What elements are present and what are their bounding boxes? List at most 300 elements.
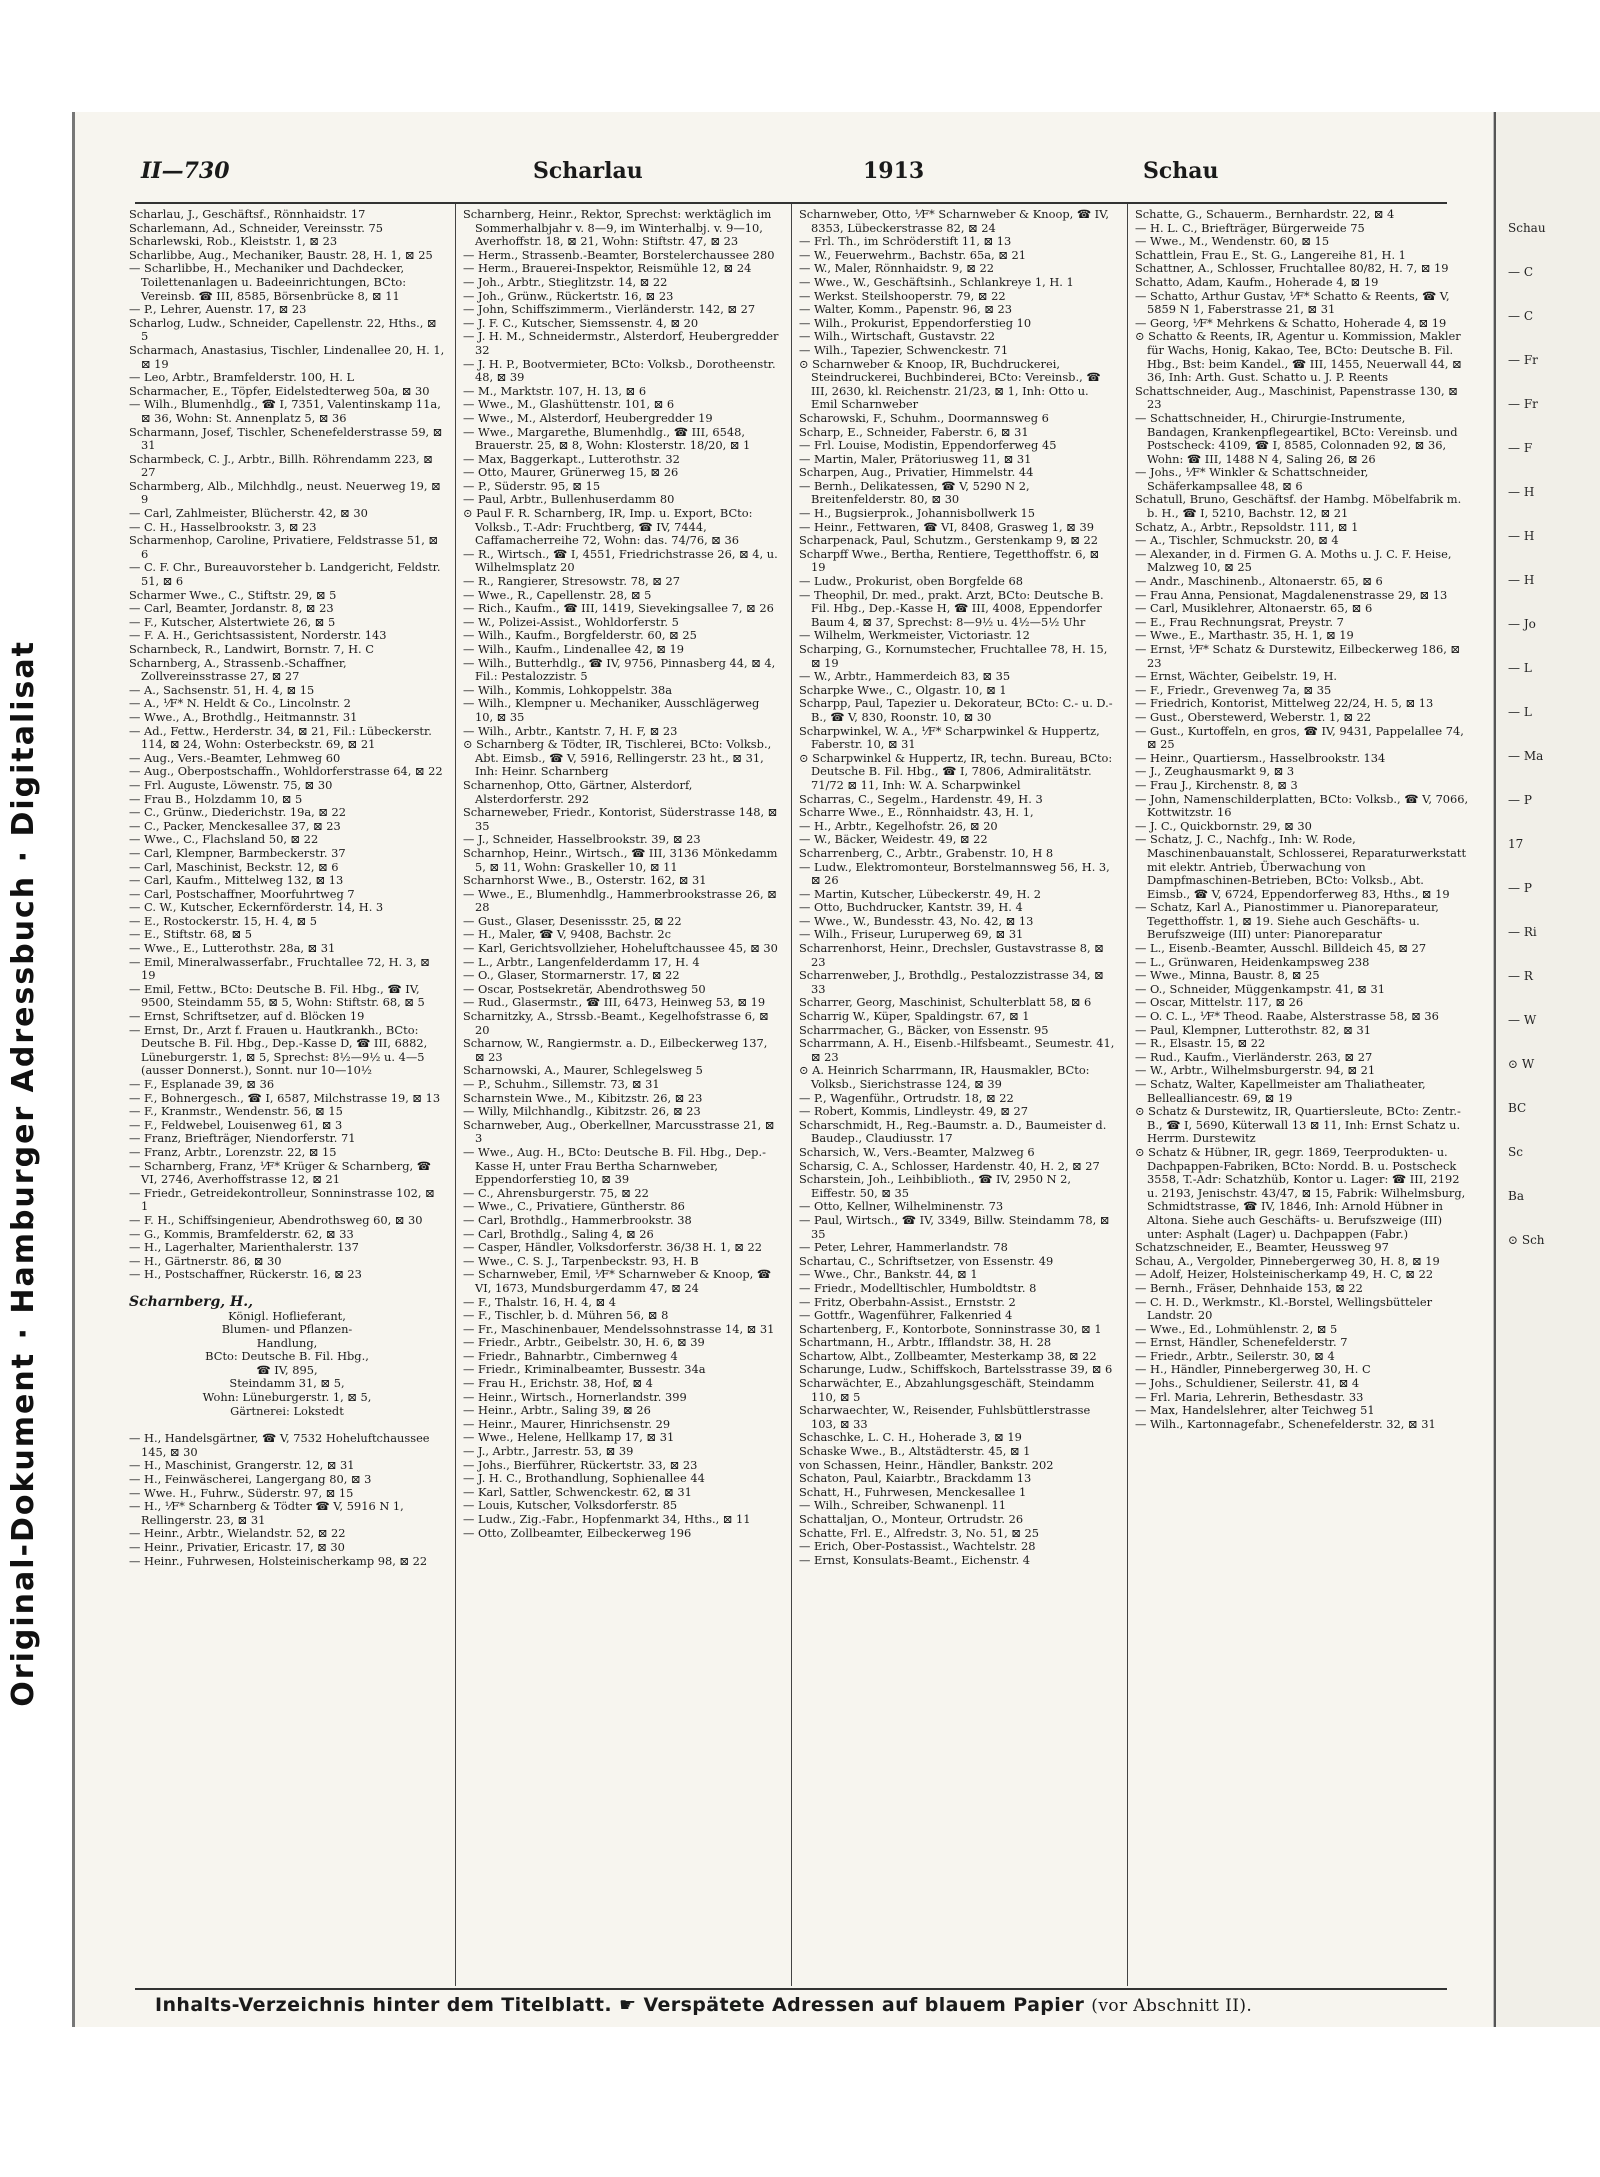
directory-entry: — Ludw., Prokurist, oben Borgfelde 68: [799, 574, 1023, 589]
directory-entry: — Herm., Strassenb.-Beamter, Borstelerchaussee 280: [463, 247, 775, 262]
directory-entry: — Carl, Klempner, Barmbeckerstr. 37: [129, 845, 346, 860]
directory-entry: Scharsig, C. A., Schlosser, Hardenstr. 40, H. 2, ⊠ 27: [799, 1158, 1100, 1173]
directory-entry: — Frau J., Kirchenstr. 8, ⊠ 3: [1135, 777, 1298, 792]
next-page-fragment: — L: [1508, 661, 1532, 675]
column-4: [1135, 208, 1469, 1986]
next-page-fragment: — H: [1508, 529, 1535, 543]
next-page-fragment: — F: [1508, 441, 1533, 455]
directory-entry: — J. C., Quickbornstr. 29, ⊠ 30: [1135, 818, 1312, 833]
directory-entry: Scharrmann, A. H., Eisenb.-Hilfsbeamt., Seumestr. 41, ⊠ 23: [799, 1036, 1115, 1064]
next-page-fragment: — P: [1508, 881, 1532, 895]
directory-entry: — Max, Baggerkapt., Lutterothstr. 32: [463, 451, 680, 466]
directory-entry: — F., Tischler, b. d. Mühren 56, ⊠ 8: [463, 1308, 669, 1323]
directory-entry: — Schatz, Karl A., Pianostimmer u. Pianoreparateur, Tegetthoffstr. 1, ⊠ 19. Siehe auch Geschäfts- u. Berufszweige (III) unter: Pianoreparatur: [1135, 900, 1439, 942]
next-page-fragment: 17: [1508, 837, 1524, 851]
directory-entry: — Oscar, Postsekretär, Abendrothsweg 50: [463, 981, 706, 996]
directory-entry: — F., Kranmstr., Wendenstr. 56, ⊠ 15: [129, 1104, 343, 1119]
directory-entry: — Franz, Briefträger, Niendorferstr. 71: [129, 1131, 356, 1146]
directory-entry: — Carl, Postschaffner, Moorfuhrtweg 7: [129, 886, 355, 901]
directory-entry: — P., Schuhm., Sillemstr. 73, ⊠ 31: [463, 1077, 660, 1091]
directory-entry: — Frl. Maria, Lehrerin, Bethesdastr. 33: [1135, 1389, 1364, 1404]
footer-text: Inhalts-Verzeichnis hinter dem Titelblatt.: [155, 1994, 612, 2016]
directory-entry: — Wwe., Chr., Bankstr. 44, ⊠ 1: [799, 1267, 978, 1282]
directory-entry: — F., Kutscher, Alstertwiete 26, ⊠ 5: [129, 614, 336, 629]
directory-entry: — Carl, Musiklehrer, Altonaerstr. 65, ⊠ 6: [1135, 601, 1373, 616]
directory-entry: Scharrenberg, C., Arbtr., Grabenstr. 10, H 8: [799, 845, 1054, 860]
directory-entry: Scharsich, W., Vers.-Beamter, Malzweg 6: [799, 1144, 1035, 1159]
directory-entry: — Scharlibbe, H., Mechaniker und Dachdecker, Toilettenanlagen u. Badeeinrichtungen, BCto: Vereinsb. ☎ III, 8585, Börsenbrücke 8, ⊠ 11: [129, 261, 407, 303]
directory-entry: — Andr., Maschinenb., Altonaerstr. 65, ⊠ 6: [1135, 574, 1383, 589]
column-1: [129, 208, 445, 1986]
directory-entry: — J., Schneider, Hasselbrookstr. 39, ⊠ 23: [463, 832, 701, 847]
directory-entry: — Scharnweber, Emil, ⅟F* Scharnweber & Knoop, ☎ VI, 1673, Mundsburgerdamm 47, ⊠ 24: [463, 1267, 772, 1295]
directory-entry: — Johs., ⅟F* Winkler & Schattschneider, Schäferkampsallee 48, ⊠ 6: [1135, 465, 1369, 493]
directory-entry: Scharnweber, Otto, ⅟F* Scharnweber & Knoop, ☎ IV, 8353, Lübeckerstrasse 82, ⊠ 24: [799, 208, 1110, 235]
directory-entry: Scharneweber, Friedr., Kontorist, Süderstrasse 148, ⊠ 35: [463, 805, 778, 833]
directory-entry: — J. H. M., Schneidermstr., Alsterdorf, Heubergredder 32: [463, 329, 779, 357]
directory-entry: — Emil, Mineralwasserfabr., Fruchtallee 72, H. 3, ⊠ 19: [129, 954, 430, 983]
directory-entry: — Wwe., C. S. J., Tarpenbeckstr. 93, H. B: [463, 1253, 699, 1268]
next-page-fragment: — W: [1508, 1013, 1537, 1027]
directory-entry: ⊙ Schatto & Reents, IR, Agentur u. Kommission, Makler für Wachs, Honig, Kakao, Tee, BCto: Deutsche B. Fil. Hbg., Bst: beim Kandel., ☎ III, 1455, Neuerwall 44, ⊠ 36, Inh: Arth. Gust. Schatto u. J. P. Reents: [1135, 329, 1462, 385]
page-header: [103, 158, 1465, 194]
directory-entry: — F., Bohnergesch., ☎ I, 6587, Milchstrasse 19, ⊠ 13: [129, 1090, 441, 1105]
directory-entry: Schatull, Bruno, Geschäftsf. der Hambg. Möbelfabrik m. b. H., ☎ I, 5210, Bachstr. 12, ⊠ 21: [1135, 492, 1462, 521]
directory-entry: — Leo, Arbtr., Bramfelderstr. 100, H. L: [129, 370, 355, 385]
directory-entry: — Wilhelm, Werkmeister, Victoriastr. 12: [799, 628, 1030, 643]
directory-entry: — W., Arbtr., Wilhelmsburgerstr. 94, ⊠ 21: [1135, 1063, 1376, 1078]
directory-entry: — H., Arbtr., Kegelhofstr. 26, ⊠ 20: [799, 818, 998, 833]
header-first-word: Scharlau: [533, 158, 643, 184]
directory-entry: — Karl, Sattler, Schwenckestr. 62, ⊠ 31: [463, 1484, 692, 1499]
directory-entry: — H., Maschinist, Grangerstr. 12, ⊠ 31: [129, 1458, 355, 1473]
directory-entry: — W., Feuerwehrm., Bachstr. 65a, ⊠ 21: [799, 247, 1026, 262]
directory-entry: — Oscar, Mittelstr. 117, ⊠ 26: [1135, 995, 1304, 1010]
boxed-entry-line: Steindamm 31, ⊠ 5,: [229, 1376, 345, 1391]
directory-entry: — Schatto, Arthur Gustav, ⅟F* Schatto & Reents, ☎ V, 5859 N 1, Faberstrasse 21, ⊠ 31: [1135, 288, 1450, 317]
directory-entry: Schartau, C., Schriftsetzer, von Essenstr. 49: [799, 1253, 1054, 1268]
directory-entry: — Otto, Kellner, Wilhelminenstr. 73: [799, 1199, 1004, 1214]
next-page-fragment: — R: [1508, 969, 1533, 983]
directory-entry: Schartmann, H., Arbtr., Ifflandstr. 38, H. 28: [799, 1335, 1052, 1350]
directory-entry: — Martin, Maler, Prätoriusweg 11, ⊠ 31: [799, 451, 1032, 466]
directory-entry: — Gust., Kurtoffeln, en gros, ☎ IV, 9431, Pappelallee 74, ⊠ 25: [1135, 723, 1464, 752]
directory-entry: — Heinr., Privatier, Ericastr. 17, ⊠ 30: [129, 1540, 345, 1554]
next-page-fragment: — H: [1508, 485, 1535, 499]
directory-entry: — Wwe., M., Wendenstr. 60, ⊠ 15: [1135, 234, 1330, 249]
directory-entry: — Fr., Maschinenbauer, Mendelssohnstrasse 14, ⊠ 31: [463, 1321, 775, 1336]
directory-entry: Schatt, H., Fuhrwesen, Menckesallee 1: [799, 1484, 1027, 1499]
directory-entry: Schaton, Paul, Kaiarbtr., Brackdamm 13: [799, 1471, 1032, 1486]
directory-entry: — Karl, Gerichtsvollzieher, Hoheluftchaussee 45, ⊠ 30: [463, 941, 778, 956]
directory-entry: Scharre Wwe., E., Rönnhaidstr. 43, H. 1,: [799, 805, 1034, 820]
directory-entry: — Wilh., Kaufm., Lindenallee 42, ⊠ 19: [463, 642, 685, 656]
directory-entry: — F., Esplanade 39, ⊠ 36: [129, 1077, 275, 1091]
next-page-fragment: BC: [1508, 1101, 1527, 1115]
directory-entry: — Wwe., C., Privatiere, Güntherstr. 86: [463, 1199, 685, 1214]
directory-entry: — Aug., Oberpostschaffn., Wohldorferstrasse 64, ⊠ 22: [129, 764, 443, 779]
directory-entry: — Frau Anna, Pensionat, Magdalenenstrasse 29, ⊠ 13: [1135, 587, 1448, 602]
directory-entry: — Paul, Klempner, Lutterothstr. 82, ⊠ 31: [1135, 1022, 1371, 1037]
directory-entry: — Wwe., Helene, Hellkamp 17, ⊠ 31: [463, 1430, 675, 1445]
directory-entry: — Friedr., Getreidekontrolleur, Sonninstrasse 102, ⊠ 1: [129, 1185, 435, 1214]
next-page-fragment: — H: [1508, 573, 1535, 587]
directory-entry: — Ernst, Konsulats-Beamt., Eichenstr. 4: [799, 1552, 1031, 1567]
directory-entry: — Wilh., Arbtr., Kantstr. 7, H. F, ⊠ 23: [463, 723, 678, 738]
directory-entry: — Wilh., Prokurist, Eppendorferstieg 10: [799, 315, 1032, 330]
directory-entry: ⊙ A. Heinrich Scharrmann, IR, Hausmakler, BCto: Volksb., Sierichstrasse 124, ⊠ 39: [799, 1063, 1090, 1091]
directory-entry: — L., Eisenb.-Beamter, Ausschl. Billdeich 45, ⊠ 27: [1135, 941, 1427, 956]
directory-entry: — L., Grünwaren, Heidenkampsweg 238: [1135, 954, 1370, 969]
directory-entry: Scharmer Wwe., C., Stiftstr. 29, ⊠ 5: [129, 587, 337, 602]
directory-entry: Scharnstein Wwe., M., Kibitzstr. 26, ⊠ 23: [463, 1090, 703, 1105]
directory-entry: — W., Bäcker, Weidestr. 49, ⊠ 22: [799, 832, 988, 847]
directory-entry: — Scharnberg, Franz, ⅟F* Krüger & Scharnberg, ☎ VI, 2746, Averhoffstrasse 12, ⊠ 21: [129, 1158, 431, 1187]
directory-entry: — J. H. P., Bootvermieter, BCto: Volksb., Dorotheenstr. 48, ⊠ 39: [463, 356, 776, 385]
directory-entry: Schatz, A., Arbtr., Repsoldstr. 111, ⊠ 1: [1135, 519, 1359, 534]
directory-entry: — H., ⅟F* Scharnberg & Tödter ☎ V, 5916 N 1, Rellingerstr. 23, ⊠ 31: [129, 1499, 404, 1527]
directory-entry: ⊙ Scharnberg & Tödter, IR, Tischlerei, BCto: Volksb., Abt. Eimsb., ☎ V, 5916, Rellingerstr. 23 ht., ⊠ 31, Inh: Heinr. Scharnberg: [463, 737, 772, 779]
next-page-edge: [1494, 112, 1600, 2027]
directory-entry: — R., Elsastr. 15, ⊠ 22: [1135, 1036, 1266, 1051]
directory-entry: Scharnowski, A., Maurer, Schlegelsweg 5: [463, 1063, 703, 1078]
directory-entry: — C. H. D., Werkmstr., Kl.-Borstel, Wellingsbütteler Landstr. 20: [1135, 1294, 1433, 1323]
directory-entry: — R., Rangierer, Stresowstr. 78, ⊠ 27: [463, 574, 680, 589]
directory-entry: — Frau H., Erichstr. 38, Hof, ⊠ 4: [463, 1376, 653, 1391]
directory-entry: Schatzschneider, E., Beamter, Heussweg 97: [1135, 1240, 1389, 1255]
directory-entry: — Carl, Zahlmeister, Blücherstr. 42, ⊠ 30: [129, 506, 368, 521]
directory-entry: Scharnhop, Heinr., Wirtsch., ☎ III, 3136 Mönkedamm 5, ⊠ 11, Wohn: Graskeller 10, ⊠ 11: [463, 845, 778, 874]
directory-entry: ⊙ Scharpwinkel & Huppertz, IR, techn. Bureau, BCto: Deutsche B. Fil. Hbg., ☎ I, 7806, Admiralitätstr. 71/72 ⊠ 11, Inh: W. A. Scharpwinkel: [799, 750, 1113, 792]
directory-entry: — J., Zeughausmarkt 9, ⊠ 3: [1135, 764, 1295, 779]
directory-entry: — Theophil, Dr. med., prakt. Arzt, BCto: Deutsche B. Fil. Hbg., Dep.-Kasse H, ☎ III, 4008, Eppendorfer Baum 4, ⊠ 37, Sprechst: 8—9½ u. 4½—5½ Uhr: [799, 587, 1104, 629]
column-divider: [1127, 204, 1128, 1986]
directory-entry: — E., Frau Rechnungsrat, Preystr. 7: [1135, 614, 1344, 629]
directory-entry: — Wilh., Wirtschaft, Gustavstr. 22: [799, 329, 995, 344]
directory-entry: — Heinr., Quartiersm., Hasselbrookstr. 134: [1135, 750, 1386, 765]
directory-entry: Scharmbeck, C. J., Arbtr., Billh. Röhrendamm 223, ⊠ 27: [129, 451, 433, 480]
directory-entry: Scharnenhop, Otto, Gärtner, Alsterdorf, Alsterdorferstr. 292: [463, 777, 693, 806]
directory-entry: Scharlemann, Ad., Schneider, Vereinsstr. 75: [129, 220, 384, 235]
directory-entry: — P., Lehrer, Auenstr. 17, ⊠ 23: [129, 302, 307, 317]
directory-entry: Scharschmidt, H., Reg.-Baumstr. a. D., Baumeister d. Baudep., Claudiusstr. 17: [799, 1117, 1107, 1146]
directory-entry: — Wilh., Friseur, Luruperweg 69, ⊠ 31: [799, 927, 1024, 942]
directory-entry: — Ernst, Dr., Arzt f. Frauen u. Hautkrankh., BCto: Deutsche B. Fil. Hbg., Dep.-Kasse D, ☎ III, 6882, Lüneburgerstr. 1, ⊠ 5, Sprechst: 8½—9½ u. 4—5 (ausser Donnerst.), Sonnt. nur 10—10½: [129, 1022, 428, 1078]
directory-entry: — Paul, Arbtr., Bullenhuserdamm 80: [463, 492, 675, 507]
directory-entry: Scharp, E., Schneider, Faberstr. 6, ⊠ 31: [799, 424, 1029, 439]
directory-entry: — Johs., Schuldiener, Seilerstr. 41, ⊠ 4: [1135, 1376, 1360, 1391]
directory-entry: — Frl. Louise, Modistin, Eppendorferweg 45: [799, 438, 1057, 453]
directory-entry: Scharpp, Paul, Tapezier u. Dekorateur, BCto: C.- u. D.-B., ☎ V, 830, Roonstr. 10, ⊠ 30: [799, 696, 1113, 724]
directory-entry: — Ludw., Elektromonteur, Borstelmannsweg 56, H. 3, ⊠ 26: [799, 859, 1110, 888]
directory-entry: — Rud., Kaufm., Vierländerstr. 263, ⊠ 27: [1135, 1049, 1373, 1064]
directory-entry: — Wwe., Ed., Lohmühlenstr. 2, ⊠ 5: [1135, 1321, 1338, 1336]
directory-entry: — Casper, Händler, Volksdorferstr. 36/38 H. 1, ⊠ 22: [463, 1240, 763, 1255]
directory-entry: — Wwe., M., Glashüttenstr. 101, ⊠ 6: [463, 397, 675, 412]
footer-rule: [135, 1988, 1447, 1990]
directory-entry: — Friedr., Kriminalbeamter, Bussestr. 34a: [463, 1362, 706, 1377]
directory-entry: — A., ⅟F* N. Heldt & Co., Lincolnstr. 2: [129, 696, 351, 711]
directory-entry: — John, Schiffszimmerm., Vierländerstr. 142, ⊠ 27: [463, 302, 756, 317]
directory-entry: Scharnberg, Heinr., Rektor, Sprechst: werktäglich im Sommerhalbjahr v. 8—9, im Winterhalbj. v. 9—10, Averhoffstr. 18, ⊠ 21, Wohn: Stiftstr. 47, ⊠ 23: [463, 208, 772, 249]
directory-entry: Scharmacher, E., Töpfer, Eidelstedterweg 50a, ⊠ 30: [129, 383, 430, 398]
directory-entry: — Carl, Maschinist, Beckstr. 12, ⊠ 6: [129, 859, 339, 874]
directory-entry: — Frau B., Holzdamm 10, ⊠ 5: [129, 791, 303, 806]
directory-entry: — Heinr., Arbtr., Saling 39, ⊠ 26: [463, 1403, 651, 1418]
page-number: II—730: [141, 158, 230, 184]
directory-entry: — E., Rostockerstr. 15, H. 4, ⊠ 5: [129, 913, 318, 928]
directory-entry: — Wilh., Schreiber, Schwanenpl. 11: [799, 1498, 1006, 1513]
directory-entry: — Georg, ⅟F* Mehrkens & Schatto, Hoherade 4, ⊠ 19: [1135, 315, 1447, 330]
directory-entry: — C. H., Hasselbrookstr. 3, ⊠ 23: [129, 519, 317, 534]
directory-entry: — R., Wirtsch., ☎ I, 4551, Friedrichstrasse 26, ⊠ 4, u. Wilhelmsplatz 20: [463, 546, 778, 575]
directory-entry: — Walter, Komm., Papenstr. 96, ⊠ 23: [799, 302, 1013, 317]
directory-entry: — Otto, Maurer, Grünerweg 15, ⊠ 26: [463, 465, 679, 480]
directory-entry: von Schassen, Heinr., Händler, Bankstr. 202: [799, 1457, 1054, 1472]
directory-entry: Scharlewski, Rob., Kleiststr. 1, ⊠ 23: [129, 234, 338, 249]
column-divider: [455, 204, 456, 1986]
directory-entry: Scharowski, F., Schuhm., Doormannsweg 6: [799, 410, 1049, 425]
directory-entry: — Wwe., Margarethe, Blumenhdlg., ☎ III, 6548, Brauerstr. 25, ⊠ 8, Wohn: Klosterstr. 18/20, ⊠ 1: [463, 424, 751, 453]
directory-entry: — Heinr., Maurer, Hinrichsenstr. 29: [463, 1416, 671, 1431]
boxed-entry: [129, 1293, 445, 1418]
directory-entry: Scharwächter, E., Abzahlungsgeschäft, Steindamm 110, ⊠ 5: [799, 1376, 1095, 1404]
directory-entry: — Bernh., Delikatessen, ☎ V, 5290 N 2, Breitenfelderstr. 80, ⊠ 30: [799, 478, 1030, 507]
directory-entry: — F. H., Schiffsingenieur, Abendrothsweg 60, ⊠ 30: [129, 1212, 423, 1227]
directory-entry: — L., Arbtr., Langenfelderdamm 17, H. 4: [463, 954, 700, 969]
directory-entry: — Schatz, J. C., Nachfg., Inh: W. Rode, Maschinenbauanstalt, Schlosserei, Reparaturwerkstatt mit elektr. Antrieb, Überwachung von Dampfmaschinen-Betrieben, BCto: Volksb., Abt. Eimsb., ☎ V, 6724, Eppendorferweg 83, Hths., ⊠ 19: [1135, 832, 1467, 901]
directory-entry: — H., Feinwäscherei, Langergang 80, ⊠ 3: [129, 1472, 372, 1487]
next-page-fragment: — Fr: [1508, 397, 1538, 411]
directory-entry: — Otto, Buchdrucker, Kantstr. 39, H. 4: [799, 900, 1023, 915]
directory-entry: Scharmenhop, Caroline, Privatiere, Feldstrasse 51, ⊠ 6: [129, 533, 439, 561]
directory-entry: Schatte, G., Schauerm., Bernhardstr. 22, ⊠ 4: [1135, 208, 1395, 221]
header-last-word: Schau: [1143, 158, 1219, 184]
directory-entry: — H., Maler, ☎ V, 9408, Bachstr. 2c: [463, 927, 671, 942]
directory-entry: — G., Kommis, Bramfelderstr. 62, ⊠ 33: [129, 1226, 354, 1241]
directory-entry: — Carl, Brothdlg., Hammerbrookstr. 38: [463, 1212, 692, 1227]
directory-entry: Scharpen, Aug., Privatier, Himmelstr. 44: [799, 465, 1034, 480]
directory-entry: — Wwe., E., Marthastr. 35, H. 1, ⊠ 19: [1135, 628, 1354, 643]
directory-entry: — Wwe., W., Geschäftsinh., Schlankreye 1, H. 1: [799, 274, 1074, 289]
directory-entry: — H. L. C., Briefträger, Bürgerweide 75: [1135, 220, 1365, 235]
directory-entry: — Friedrich, Kontorist, Mittelweg 22/24, H. 5, ⊠ 13: [1135, 696, 1434, 711]
boxed-entry-line: BCto: Deutsche B. Fil. Hbg.,: [205, 1349, 369, 1364]
directory-entry: — Frl. Auguste, Löwenstr. 75, ⊠ 30: [129, 777, 333, 792]
directory-entry: ⊙ Paul F. R. Scharnberg, IR, Imp. u. Export, BCto: Volksb., T.-Adr: Fruchtberg, ☎ IV, 7444, Caffamacherreihe 72, Wohn: das. 74/76, ⊠ 36: [463, 506, 753, 548]
next-page-fragment: — Ri: [1508, 925, 1537, 939]
directory-entry: Scharping, G., Kornumstecher, Fruchtallee 78, H. 15, ⊠ 19: [799, 642, 1108, 670]
next-page-fragment: — Fr: [1508, 353, 1538, 367]
directory-entry: — Wwe., W., Bundesstr. 43, No. 42, ⊠ 13: [799, 913, 1034, 928]
directory-entry: — Wwe., Minna, Baustr. 8, ⊠ 25: [1135, 968, 1320, 983]
directory-entry: — A., Sachsenstr. 51, H. 4, ⊠ 15: [129, 682, 315, 697]
side-stamp-text: Original-Dokument · Hamburger Adressbuch · Digitalisat: [6, 640, 41, 1707]
directory-entry: — Rich., Kaufm., ☎ III, 1419, Sievekingsallee 7, ⊠ 26: [463, 601, 774, 616]
next-page-fragment: — Ma: [1508, 749, 1544, 763]
directory-entry: — Ernst, Wächter, Geibelstr. 19, H.: [1135, 669, 1338, 684]
directory-entry: Scharnitzky, A., Strssb.-Beamt., Kegelhofstrasse 6, ⊠ 20: [463, 1009, 769, 1037]
directory-entry: Schaske Wwe., B., Altstädterstr. 45, ⊠ 1: [799, 1444, 1031, 1459]
directory-entry: — Heinr., Fettwaren, ☎ VI, 8408, Grasweg 1, ⊠ 39: [799, 519, 1094, 534]
page-footer: [155, 1994, 1455, 2022]
boxed-entry-line: Blumen- und Pflanzen-: [221, 1322, 353, 1337]
directory-entry: — A., Tischler, Schmuckstr. 20, ⊠ 4: [1135, 533, 1339, 548]
directory-entry: Schattaljan, O., Monteur, Ortrudstr. 26: [799, 1512, 1024, 1526]
directory-entry: — Friedr., Arbtr., Seilerstr. 30, ⊠ 4: [1135, 1348, 1335, 1363]
directory-entry: — Martin, Kutscher, Lübeckerstr. 49, H. 2: [799, 886, 1042, 901]
directory-entry: — Wwe., R., Capellenstr. 28, ⊠ 5: [463, 587, 652, 602]
directory-entry: Schattschneider, Aug., Maschinist, Papenstrasse 130, ⊠ 23: [1135, 383, 1458, 412]
directory-entry: Schatte, Frl. E., Alfredstr. 3, No. 51, ⊠ 25: [799, 1525, 1040, 1540]
directory-page: [72, 112, 1494, 2027]
directory-entry: — Franz, Arbtr., Lorenzstr. 22, ⊠ 15: [129, 1144, 337, 1159]
directory-entry: Scharpff Wwe., Bertha, Rentiere, Tegetthoffstr. 6, ⊠ 19: [799, 546, 1100, 575]
next-page-fragment: — C: [1508, 309, 1533, 323]
directory-entry: — Wilh., Kommis, Lohkoppelstr. 38a: [463, 682, 673, 697]
directory-entry: — F., Feldwebel, Louisenweg 61, ⊠ 3: [129, 1117, 343, 1132]
footer-text-2: Verspätete Adressen auf blauem Papier: [643, 1994, 1085, 2016]
directory-entry: — Wilh., Tapezier, Schwenckestr. 71: [799, 342, 1009, 357]
directory-entry: — F., Friedr., Grevenweg 7a, ⊠ 35: [1135, 682, 1332, 697]
directory-entry: — Gottfr., Wagenführer, Falkenried 4: [799, 1308, 1013, 1323]
directory-entry: — O., Schneider, Müggenkampstr. 41, ⊠ 31: [1135, 981, 1385, 996]
directory-entry: — J. F. C., Kutscher, Siemssenstr. 4, ⊠ 20: [463, 315, 699, 330]
directory-entry: — Herm., Brauerei-Inspektor, Reismühle 12, ⊠ 24: [463, 261, 752, 276]
directory-entry: Scharlibbe, Aug., Mechaniker, Baustr. 28, H. 1, ⊠ 25: [129, 247, 433, 262]
directory-entry: Scharstein, Joh., Leihbiblioth., ☎ IV, 2950 N 2, Eiffestr. 50, ⊠ 35: [799, 1172, 1072, 1200]
directory-entry: — Heinr., Wirtsch., Hornerlandstr. 399: [463, 1389, 687, 1404]
directory-entry: — Max, Handelslehrer, alter Teichweg 51: [1135, 1403, 1375, 1418]
directory-entry: Scharmach, Anastasius, Tischler, Lindenallee 20, H. 1, ⊠ 19: [129, 342, 445, 371]
pointing-hand-icon: ☛: [619, 1994, 637, 2016]
next-page-fragment: ⊙ Sch: [1508, 1233, 1545, 1247]
directory-entry: — Ernst, ⅟F* Schatz & Durstewitz, Eilbeckerweg 186, ⊠ 23: [1135, 642, 1461, 670]
directory-entry: — Schattschneider, H., Chirurgie-Instrumente, Bandagen, Krankenpflegeartikel, BCto: Vereinsb. und Postscheck: 4109, ☎ I, 8585, Colonnaden 92, ⊠ 36, Wohn: ☎ III, 1488 N 4, Saling 26, ⊠ 26: [1135, 410, 1458, 466]
directory-entry: — P., Süderstr. 95, ⊠ 15: [463, 478, 601, 493]
directory-entry: — Fritz, Oberbahn-Assist., Ernststr. 2: [799, 1294, 1016, 1309]
directory-entry: Schartow, Albt., Zollbeamter, Mesterkamp 38, ⊠ 22: [799, 1348, 1097, 1363]
directory-entry: — Wwe. H., Fuhrw., Süderstr. 97, ⊠ 15: [129, 1485, 354, 1500]
directory-entry: — Johs., Bierführer, Rückertstr. 33, ⊠ 23: [463, 1457, 698, 1472]
directory-entry: — Ernst, Schriftsetzer, auf d. Blöcken 19: [129, 1009, 365, 1024]
directory-entry: Scharlau, J., Geschäftsf., Rönnhaidstr. 17: [129, 208, 366, 221]
directory-entry: — Emil, Fettw., BCto: Deutsche B. Fil. Hbg., ☎ IV, 9500, Steindamm 55, ⊠ 5, Wohn: Stiftstr. 68, ⊠ 5: [129, 981, 425, 1010]
directory-entry: — Ad., Fettw., Herderstr. 34, ⊠ 21, Fil.: Lübeckerstr. 114, ⊠ 24, Wohn: Osterbeckstr. 69, ⊠ 21: [129, 723, 432, 752]
directory-entry: — Ludw., Zig.-Fabr., Hopfenmarkt 34, Hths., ⊠ 11: [463, 1512, 751, 1526]
directory-entry: — Friedr., Arbtr., Geibelstr. 30, H. 6, ⊠ 39: [463, 1335, 705, 1350]
directory-entry: — Gust., Glaser, Desenissstr. 25, ⊠ 22: [463, 913, 682, 928]
directory-entry: Scharrig W., Küper, Spaldingstr. 67, ⊠ 1: [799, 1009, 1030, 1024]
directory-entry: — H., Gärtnerstr. 86, ⊠ 30: [129, 1253, 282, 1268]
directory-entry: — P., Wagenführ., Ortrudstr. 18, ⊠ 22: [799, 1090, 1014, 1105]
boxed-entry-line: ☎ IV, 895,: [256, 1362, 318, 1377]
column-divider: [791, 204, 792, 1986]
directory-entry: — M., Marktstr. 107, H. 13, ⊠ 6: [463, 383, 647, 398]
directory-entry: Scharpwinkel, W. A., ⅟F* Scharpwinkel & Huppertz, Faberstr. 10, ⊠ 31: [799, 723, 1100, 752]
directory-entry: — Aug., Vers.-Beamter, Lehmweg 60: [129, 750, 341, 765]
directory-entry: — C. W., Kutscher, Eckernförderstr. 14, H. 3: [129, 900, 384, 915]
directory-entry: — W., Maler, Rönnhaidstr. 9, ⊠ 22: [799, 261, 995, 276]
directory-entry: — Friedr., Modelltischler, Humboldtstr. 8: [799, 1280, 1037, 1295]
directory-entry: Scharrmacher, G., Bäcker, von Essenstr. 95: [799, 1022, 1049, 1037]
directory-entry: — J. H. C., Brothandlung, Sophienallee 44: [463, 1471, 705, 1486]
directory-entry: Scharras, C., Segelm., Hardenstr. 49, H. 3: [799, 791, 1043, 806]
next-page-fragment: — Jo: [1508, 617, 1536, 631]
directory-entry: ⊙ Scharnweber & Knoop, IR, Buchdruckerei, Steindruckerei, Buchbinderei, BCto: Vereinsb., ☎ III, 2630, kl. Reichenstr. 21/23, ⊠ 1, Inh: Otto u. Emil Scharnweber: [799, 356, 1101, 412]
directory-entry: ⊙ Schatz & Hübner, IR, gegr. 1869, Teerprodukten- u. Dachpappen-Fabriken, BCto: Nordd. B. u. Postscheck 3558, T.-Adr: Schatzhüb, Kontor u. Lager: ☎ III, 2192 u. 2193, Jenischstr. 43/47, ⊠ 15, Fabrik: Wilhelmsburg, Schmidtstrasse, ☎ IV, 1846, Inh: Arnold Hübner in Altona. Siehe auch Geschäfts- u. Berufszweige (III) unter: Asphalt (Lager) u. Dachpappen (Fabr.): [1135, 1144, 1466, 1241]
directory-entry: — John, Namenschilderplatten, BCto: Volksb., ☎ V, 7066, Kottwitzstr. 16: [1135, 791, 1469, 820]
directory-entry: — Gust., Oberstewerd, Weberstr. 1, ⊠ 22: [1135, 709, 1372, 724]
boxed-entry-line: Wohn: Lüneburgerstr. 1, ⊠ 5,: [202, 1390, 372, 1405]
directory-entry: — Wwe., M., Alsterdorf, Heubergredder 19: [463, 410, 713, 425]
footer-note: (vor Abschnitt II).: [1091, 1996, 1253, 2016]
boxed-entry-name: Scharnberg, H.,: [129, 1293, 254, 1310]
directory-entry: — Friedr., Bahnarbtr., Cimbernweg 4: [463, 1348, 678, 1363]
directory-entry: Scharlog, Ludw., Schneider, Capellenstr. 22, Hths., ⊠ 5: [129, 315, 437, 344]
next-page-fragment: Ba: [1508, 1189, 1524, 1203]
next-page-fragment: Sc: [1508, 1145, 1523, 1159]
directory-entry: — Peter, Lehrer, Hammerlandstr. 78: [799, 1240, 1008, 1255]
directory-entry: — H., Bugsierprok., Johannisbollwerk 15: [799, 506, 1035, 521]
directory-entry: — Ernst, Händler, Schenefelderstr. 7: [1135, 1335, 1348, 1350]
directory-entry: — Schatz, Walter, Kapellmeister am Thaliatheater, Bellealliancestr. 69, ⊠ 19: [1135, 1077, 1426, 1105]
boxed-entry-line: Handlung,: [256, 1335, 318, 1350]
directory-entry: — W., Polizei-Assist., Wohldorferstr. 5: [463, 614, 679, 629]
directory-entry: — Wilh., Kartonnagefabr., Schenefelderstr. 32, ⊠ 31: [1135, 1416, 1436, 1431]
directory-entry: — Werkst. Steilshooperstr. 79, ⊠ 22: [799, 288, 1006, 303]
directory-entry: Scharmann, Josef, Tischler, Schenefelderstrasse 59, ⊠ 31: [129, 424, 443, 453]
directory-entry: Scharrer, Georg, Maschinist, Schulterblatt 58, ⊠ 6: [799, 995, 1092, 1010]
column-2: [463, 208, 779, 1986]
directory-entry: — C., Packer, Menckesallee 37, ⊠ 23: [129, 818, 341, 833]
directory-entry: — Frl. Th., im Schröderstift 11, ⊠ 13: [799, 234, 1012, 249]
directory-entry: — O., Glaser, Stormarnerstr. 17, ⊠ 22: [463, 968, 680, 983]
directory-entry: Schau, A., Vergolder, Pinnebergerweg 30, H. 8, ⊠ 19: [1135, 1253, 1440, 1268]
directory-entry: — Carl, Beamter, Jordanstr. 8, ⊠ 23: [129, 601, 334, 616]
directory-entry: — C., Ahrensburgerstr. 75, ⊠ 22: [463, 1185, 649, 1200]
directory-entry: — Wilh., Blumenhdlg., ☎ I, 7351, Valentinskamp 11a, ⊠ 36, Wohn: St. Annenplatz 5, ⊠ 36: [129, 397, 441, 425]
directory-entry: Scharpke Wwe., C., Olgastr. 10, ⊠ 1: [799, 682, 1007, 697]
directory-entry: — E., Stiftstr. 68, ⊠ 5: [129, 927, 253, 942]
directory-entry: — C., Grünw., Diederichstr. 19a, ⊠ 22: [129, 805, 347, 820]
next-page-fragment: — P: [1508, 793, 1532, 807]
directory-entry: — H., Händler, Pinnebergerweg 30, H. C: [1135, 1362, 1371, 1377]
directory-entry: — Rud., Glasermstr., ☎ III, 6473, Heinweg 53, ⊠ 19: [463, 995, 766, 1010]
directory-entry: Schattner, A., Schlosser, Fruchtallee 80/82, H. 7, ⊠ 19: [1135, 261, 1449, 276]
directory-entry: — Paul, Wirtsch., ☎ IV, 3349, Billw. Steindamm 78, ⊠ 35: [799, 1212, 1110, 1241]
directory-entry: Scharpenack, Paul, Schutzm., Gerstenkamp 9, ⊠ 22: [799, 533, 1099, 548]
directory-entry: — F., Thalstr. 16, H. 4, ⊠ 4: [463, 1294, 617, 1309]
directory-entry: — H., Postschaffner, Rückerstr. 16, ⊠ 23: [129, 1267, 362, 1282]
directory-entry: — W., Arbtr., Hammerdeich 83, ⊠ 35: [799, 669, 1011, 684]
directory-entry: — Wilh., Kaufm., Borgfelderstr. 60, ⊠ 25: [463, 628, 697, 643]
directory-entry: — Carl, Brothdlg., Saling 4, ⊠ 26: [463, 1226, 654, 1241]
directory-entry: — Wilh., Klempner u. Mechaniker, Ausschlägerweg 10, ⊠ 35: [463, 696, 760, 724]
header-year: 1913: [863, 158, 925, 184]
directory-entry: — H., Lagerhalter, Marienthalerstr. 137: [129, 1240, 359, 1255]
directory-entry: Scharrenweber, J., Brothdlg., Pestalozzistrasse 34, ⊠ 33: [799, 968, 1104, 996]
boxed-entry-line: Gärtnerei: Lokstedt: [230, 1403, 344, 1418]
directory-entry: — Wwe., E., Blumenhdlg., Hammerbrookstrasse 26, ⊠ 28: [463, 886, 777, 915]
directory-entry: — Otto, Zollbeamter, Eilbeckerweg 196: [463, 1525, 692, 1540]
directory-entry: — Joh., Grünw., Rückertstr. 16, ⊠ 23: [463, 288, 674, 303]
next-page-fragment: ⊙ W: [1508, 1057, 1535, 1071]
directory-entry: — Wwe., Aug. H., BCto: Deutsche B. Fil. Hbg., Dep.-Kasse H, unter Frau Bertha Scharnweber, Eppendorferstieg 10, ⊠ 39: [463, 1144, 766, 1187]
directory-entry: Scharnhorst Wwe., B., Osterstr. 162, ⊠ 31: [463, 873, 707, 888]
directory-entry: — J., Arbtr., Jarrestr. 53, ⊠ 39: [463, 1444, 634, 1459]
directory-entry: Schaschke, L. C. H., Hoherade 3, ⊠ 19: [799, 1430, 1022, 1445]
